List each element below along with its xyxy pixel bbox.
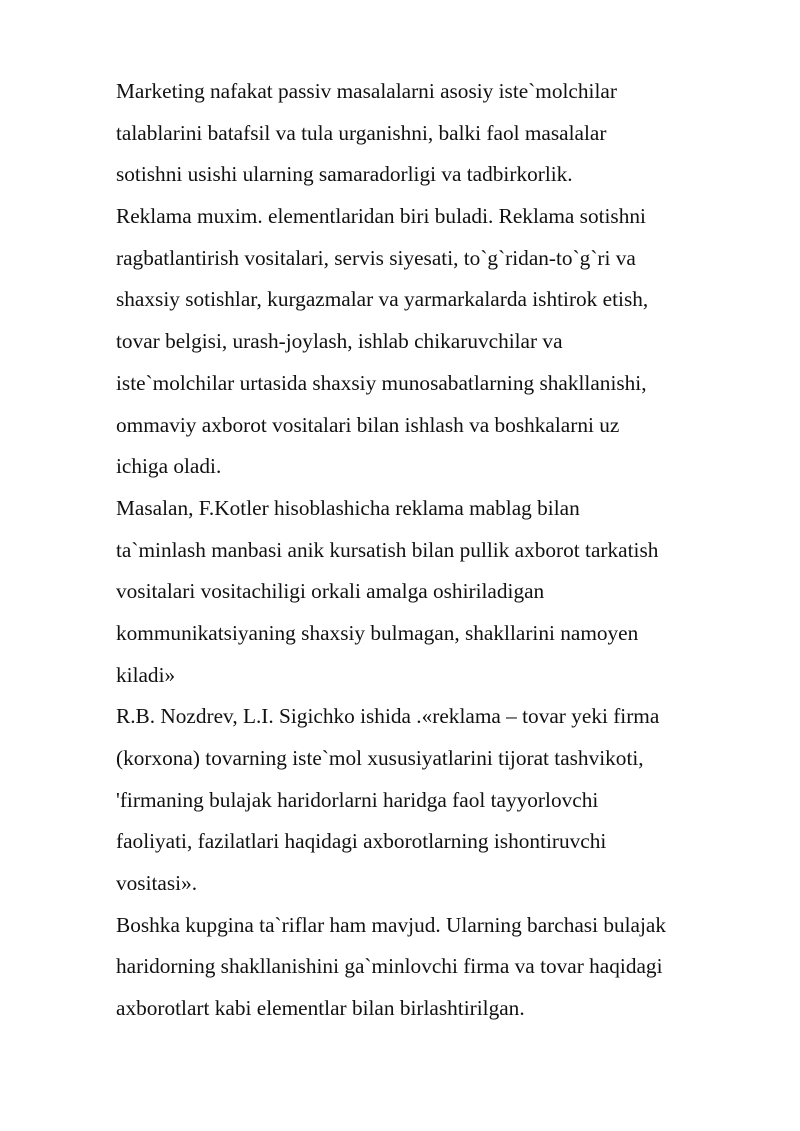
text-line: shaxsiy sotishlar, kurgazmalar va yarmarkalarda ishtirok etish, bbox=[116, 287, 649, 312]
text-line: ragbatlantirish vositalari, servis siyesati, to`g`ridan-to`g`ri va bbox=[116, 245, 636, 270]
text-line: haridorning shakllanishini ga`minlovchi firma va tovar haqidagi bbox=[116, 954, 663, 979]
text-line: Boshka kupgina ta`riflar ham mavjud. Ularning barchasi bulajak bbox=[116, 912, 667, 937]
text-line: ommaviy axborot vositalari bilan ishlash va boshkalarni uz bbox=[116, 412, 620, 437]
text-line: ichiga oladi. bbox=[116, 454, 222, 479]
text-line: (korxona) tovarning iste`mol xususiyatlarini tijorat tashvikoti, bbox=[116, 746, 644, 770]
text-line: vositalari vositachiligi orkali amalga oshiriladigan bbox=[116, 579, 545, 604]
text-line: Marketing nafakat passiv masalalarni asosiy iste`molchilar bbox=[116, 79, 617, 103]
text-line: ta`minlash manbasi anik kursatish bilan pullik axborot tarkatish bbox=[116, 537, 659, 562]
text-line: R.B. Nozdrev, L.I. Sigichko ishida .«reklama – tovar yeki firma bbox=[116, 704, 660, 729]
text-line: axborotlart kabi elementlar bilan birlashtirilgan. bbox=[116, 996, 525, 1021]
text-line: 'firmaning bulajak haridorlarni haridga faol tayyorlovchi bbox=[116, 787, 599, 812]
text-line: iste`molchilar urtasida shaxsiy munosabatlarning shakllanishi, bbox=[116, 370, 647, 395]
text-line: talablarini batafsil va tula urganishni, balki faol masalalar bbox=[116, 120, 607, 145]
text-line: kiladi» bbox=[116, 662, 176, 687]
text-line: Masalan, F.Kotler hisoblashicha reklama mablag bilan bbox=[116, 495, 580, 520]
text-line: tovar belgisi, urash-joylash, ishlab chikaruvchilar va bbox=[116, 329, 563, 354]
text-line: faoliyati, fazilatlari haqidagi axborotlarning ishontiruvchi bbox=[116, 829, 607, 854]
text-line: Reklama muxim. elementlaridan biri buladi. Reklama sotishni bbox=[116, 204, 646, 229]
text-line: vositasi». bbox=[116, 871, 198, 896]
text-line: sotishni usishi ularning samaradorligi va tadbirkorlik. bbox=[116, 162, 573, 187]
text-line: kommunikatsiyaning shaxsiy bulmagan, shakllarini namoyen bbox=[116, 620, 639, 645]
document-body bbox=[116, 71, 756, 1030]
